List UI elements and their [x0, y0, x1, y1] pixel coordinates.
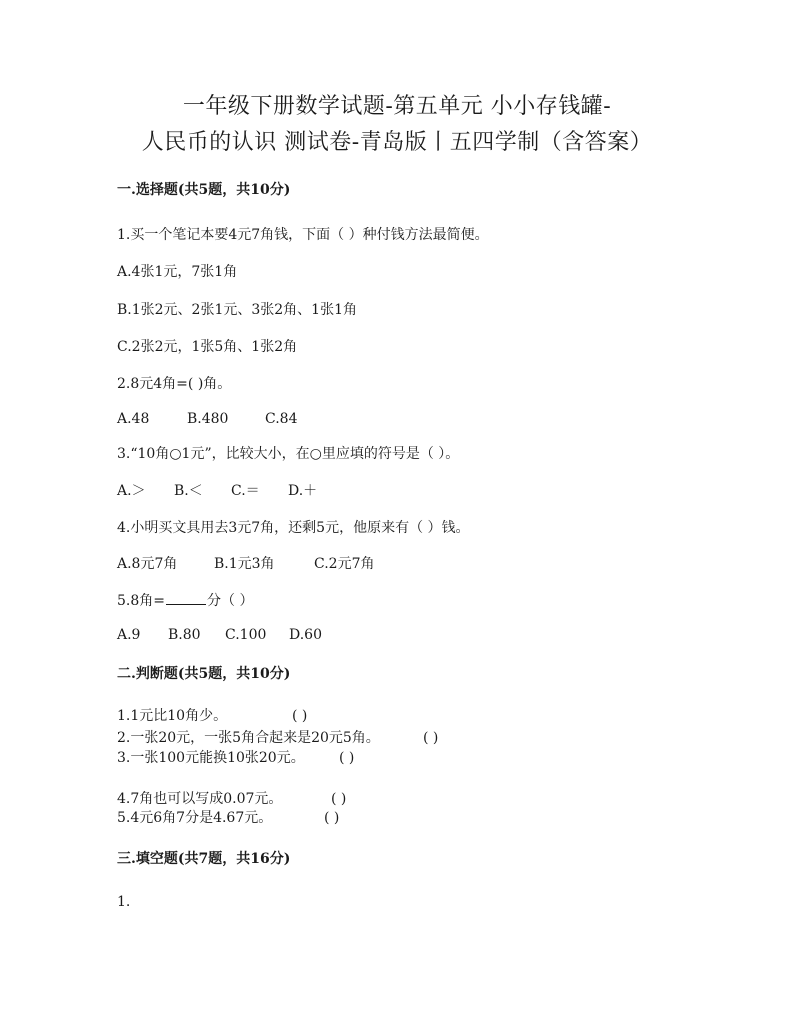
judge-item-5 [117, 808, 339, 828]
q1-option-a: A.4张1元，7张1角 [117, 264, 238, 280]
q2-stem: 2.8元4角=( )角。 [117, 376, 232, 392]
q4-stem: 4.小明买文具用去3元7角，还剩5元，他原来有（ ）钱。 [117, 520, 470, 536]
judge-answer-paren: ( ) [423, 730, 439, 746]
judge-answer-paren: ( ) [324, 810, 340, 826]
q1-stem: 1.买一个笔记本要4元7角钱，下面（ ）种付钱方法最简便。 [117, 227, 489, 243]
q4-option-c: C.2元7角 [314, 556, 375, 572]
title-line-2: 人民币的认识 测试卷-青岛版丨五四学制（含答案） [141, 130, 653, 155]
q4-option-b: B.1元3角 [214, 556, 275, 572]
q3-option-b: B.＜ [174, 483, 203, 499]
judge-item-1 [117, 706, 307, 726]
q1-option-b: B.1张2元、2张1元、3张2角、1张1角 [117, 302, 357, 318]
judge-item-3 [117, 748, 354, 768]
judge-item-text: 4.7角也可以写成0.07元。 [117, 791, 283, 807]
q5-answer-blank [166, 590, 206, 605]
judge-item-text: 2.一张20元，一张5角合起来是20元5角。 [117, 730, 380, 746]
q5-option-b: B.80 [168, 627, 201, 643]
q1-option-c: C.2张2元，1张5角、1张2角 [117, 339, 298, 355]
q5-stem-pre: 5.8角= [117, 593, 165, 609]
q5-option-a: A.9 [117, 627, 141, 643]
q3-options [117, 481, 317, 501]
judge-item-text: 1.1元比10角少。 [117, 708, 228, 724]
q5-stem-post: 分（ ） [207, 593, 254, 609]
judge-answer-paren: ( ) [339, 750, 355, 766]
judge-answer-paren: ( ) [331, 791, 347, 807]
q3-option-c: C.＝ [231, 483, 260, 499]
q3-option-a: A.＞ [117, 483, 146, 499]
judge-item-4 [117, 789, 346, 809]
section-2-heading: 二.判断题(共5题，共10分) [117, 666, 291, 682]
q4-options [117, 554, 374, 574]
q3-option-d: D.＋ [288, 483, 318, 499]
q5-option-c: C.100 [225, 627, 267, 643]
fill-q1: 1. [117, 894, 131, 910]
q5-option-d: D.60 [289, 627, 322, 643]
q2-option-a: A.48 [117, 411, 150, 427]
judge-answer-paren: ( ) [292, 708, 308, 724]
q2-option-c: C.84 [265, 411, 298, 427]
judge-item-text: 5.4元6角7分是4.67元。 [117, 810, 273, 826]
judge-item-text: 3.一张100元能换10张20元。 [117, 750, 305, 766]
title-line-1: 一年级下册数学试题-第五单元 小小存钱罐- [182, 94, 612, 119]
q3-stem: 3.“10角○1元”，比较大小，在○里应填的符号是（ ）。 [117, 446, 460, 462]
q2-option-b: B.480 [187, 411, 229, 427]
q5-stem [117, 590, 253, 611]
q5-options [117, 625, 322, 645]
judge-item-2 [117, 728, 438, 748]
section-3-heading: 三.填空题(共7题，共16分) [117, 851, 291, 867]
section-1-heading: 一.选择题(共5题，共10分) [117, 182, 291, 198]
q2-options [117, 409, 297, 429]
q4-option-a: A.8元7角 [117, 556, 178, 572]
